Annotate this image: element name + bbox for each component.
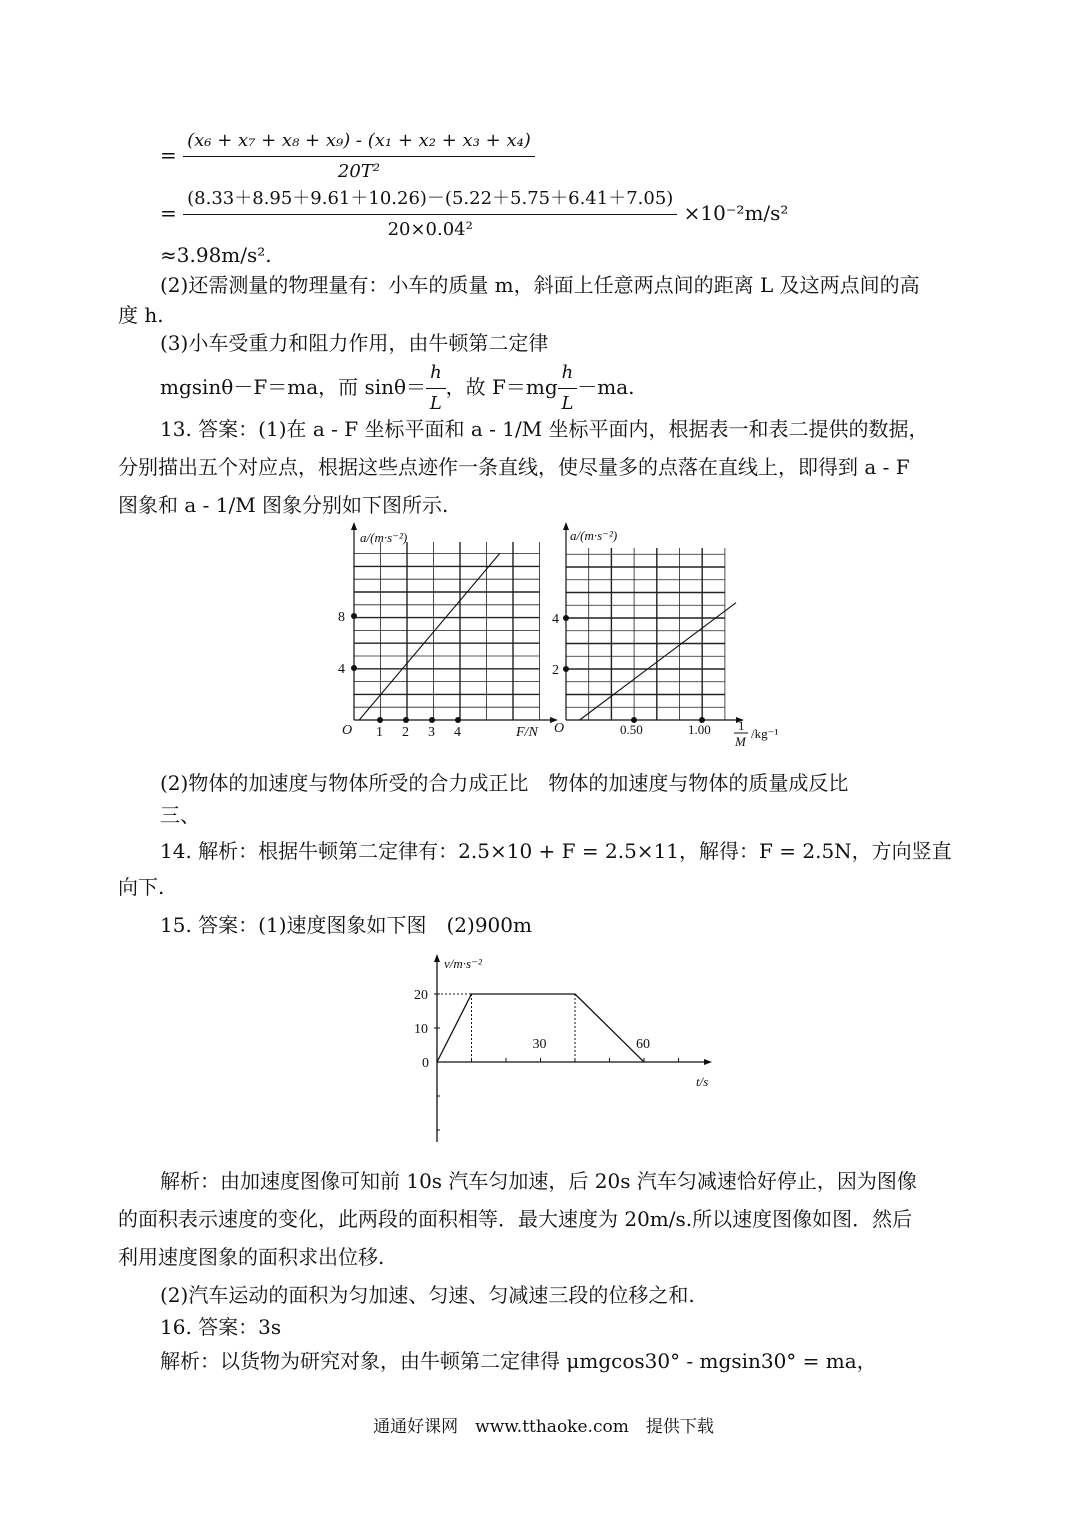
x-axis-label-frac-num: 1: [738, 718, 745, 733]
page-footer: 通通好课网 www.tthaoke.com 提供下载: [373, 1417, 714, 1437]
formula-line-2: = $\frac{(8.33+8.95+9.61+10.26)-(5.22+5.75+6.41+7.05)}{\text{20×0.04²}}$ ×10⁻²m/s²: [160, 186, 788, 243]
q3-eq-part-c: －ma.: [577, 375, 635, 399]
origin-label: 0: [422, 1056, 429, 1071]
q15-analysis-1: 解析：由加速度图像可知前 10s 汽车匀加速，后 20s 汽车匀减速恰好停止，因为图像: [160, 1169, 917, 1193]
y-axis-point: [563, 666, 569, 672]
grid: [566, 548, 725, 720]
y-tick-label: 2: [552, 663, 559, 678]
fraction-numerator: (8.33＋8.95＋9.61＋10.26)－(5.22＋5.75＋6.41＋7.05): [183, 186, 677, 215]
x-axis-label: /kg⁻¹: [751, 726, 779, 741]
q13-line-4: (2)物体的加速度与物体所受的合力成正比 物体的加速度与物体的质量成反比: [160, 771, 849, 795]
x-axis-label: t/s: [696, 1074, 709, 1089]
formula-result: ≈3.98m/s².: [160, 243, 272, 267]
q2-line-1: (2)还需测量的物理量有：小车的质量 m，斜面上任意两点间的距离 L 及这两点间的高: [160, 273, 920, 297]
q14-line-1: 14. 解析：根据牛顿第二定律有：2.5×10 + F = 2.5×11，解得：F = 2.5N，方向竖直: [160, 839, 952, 863]
y-axis-arrow: [351, 522, 357, 530]
y-tick-label: 20: [414, 988, 428, 1003]
origin-label: O: [342, 723, 353, 738]
y-axis-arrow: [563, 522, 569, 530]
marks: [414, 988, 679, 1130]
fraction-denominator: 20T²: [337, 161, 381, 182]
y-axis-label: v/m·s⁻²: [444, 956, 482, 971]
y-axis-point: [351, 665, 357, 671]
y-tick-label: 8: [338, 610, 345, 625]
x-tick-label: 3: [428, 725, 435, 740]
q3-eq-part-b: ，故 F＝mg: [445, 375, 558, 399]
x-axis-label-frac-den: M: [735, 734, 746, 749]
formula-fraction-symbolic: [183, 128, 535, 185]
section-3: 三、: [160, 803, 200, 827]
q15-line-1: 15. 答案：(1)速度图象如下图 (2)900m: [160, 913, 532, 937]
chart-a-F: [330, 520, 560, 745]
y-axis-point: [351, 613, 357, 619]
x-axis-arrow: [704, 1059, 712, 1065]
x-tick-label: 0.50: [620, 722, 643, 737]
q15-analysis-3: 利用速度图象的面积求出位移.: [118, 1245, 385, 1269]
y-tick-label: 4: [338, 662, 345, 677]
q2-line-2: 度 h.: [118, 303, 164, 327]
x-axis-point: [455, 717, 461, 723]
q3-equation: [160, 360, 635, 417]
chart-v-t: [400, 950, 730, 1150]
x-tick-label: 30: [532, 1037, 547, 1052]
q13-line-3: 图象和 a - 1/M 图象分别如下图所示.: [118, 493, 449, 517]
fit-line: [580, 603, 736, 720]
formula-unit: ×10⁻²m/s²: [683, 201, 789, 225]
y-tick-label: 10: [414, 1022, 428, 1037]
formula-fraction-numeric: [183, 186, 677, 243]
q14-line-2: 向下.: [118, 875, 165, 899]
x-tick-label: 1.00: [688, 722, 711, 737]
chart-a-inverse-M: [548, 520, 798, 750]
q16-line-1: 16. 答案：3s: [160, 1315, 282, 1339]
q13-line-2: 分别描出五个对应点，根据这些点迹作一条直线，使尽量多的点落在直线上，即得到 a - F: [118, 455, 910, 479]
x-tick-label: 2: [402, 725, 409, 740]
x-tick-label: 60: [636, 1037, 650, 1052]
q3-eq-part-a: mgsinθ－F＝ma，而 sinθ＝: [160, 375, 427, 399]
formula-line-1: = $\frac{\text{(x₆ + x₇ + x₈ + x₉) - (x₁ + x₂ + x₃ + x₄)}}{\text{20T²}}$: [160, 128, 535, 185]
y-axis-point: [563, 615, 569, 621]
x-axis-label: F/N: [516, 725, 538, 740]
y-axis-label: a/(m·s⁻²): [570, 528, 618, 543]
y-axis-label: a/(m·s⁻²): [360, 530, 408, 545]
fraction-denominator: 20×0.04²: [387, 219, 473, 240]
fraction-numerator: (x₆ + x₇ + x₈ + x₉) - (x₁ + x₂ + x₃ + x₄): [183, 128, 535, 157]
x-axis-point: [403, 717, 409, 723]
y-tick-label: 4: [552, 612, 559, 627]
x-tick-label: 1: [376, 725, 383, 740]
origin-label: O: [554, 721, 565, 736]
q15-analysis-2: 的面积表示速度的变化，此两段的面积相等．最大速度为 20m/s.所以速度图像如图．然后: [118, 1207, 913, 1231]
h-over-L-fraction-2: $\frac{h}{L}$: [558, 360, 578, 417]
q16-line-2: 解析：以货物为研究对象，由牛顿第二定律得 μmgcos30° - mgsin30° = ma，: [160, 1349, 877, 1373]
x-axis-point: [377, 717, 383, 723]
q15-analysis-4: (2)汽车运动的面积为匀加速、匀速、匀减速三段的位移之和.: [160, 1283, 695, 1307]
q13-line-1: 13. 答案：(1)在 a - F 坐标平面和 a - 1/M 坐标平面内，根据表一和表二提供的数据，: [160, 417, 929, 441]
q3-line-1: (3)小车受重力和阻力作用，由牛顿第二定律: [160, 331, 549, 355]
h-over-L-fraction: $\frac{h}{L}$: [426, 360, 446, 417]
y-axis-arrow: [434, 954, 440, 962]
x-axis-point: [429, 717, 435, 723]
x-tick-label: 4: [454, 725, 461, 740]
